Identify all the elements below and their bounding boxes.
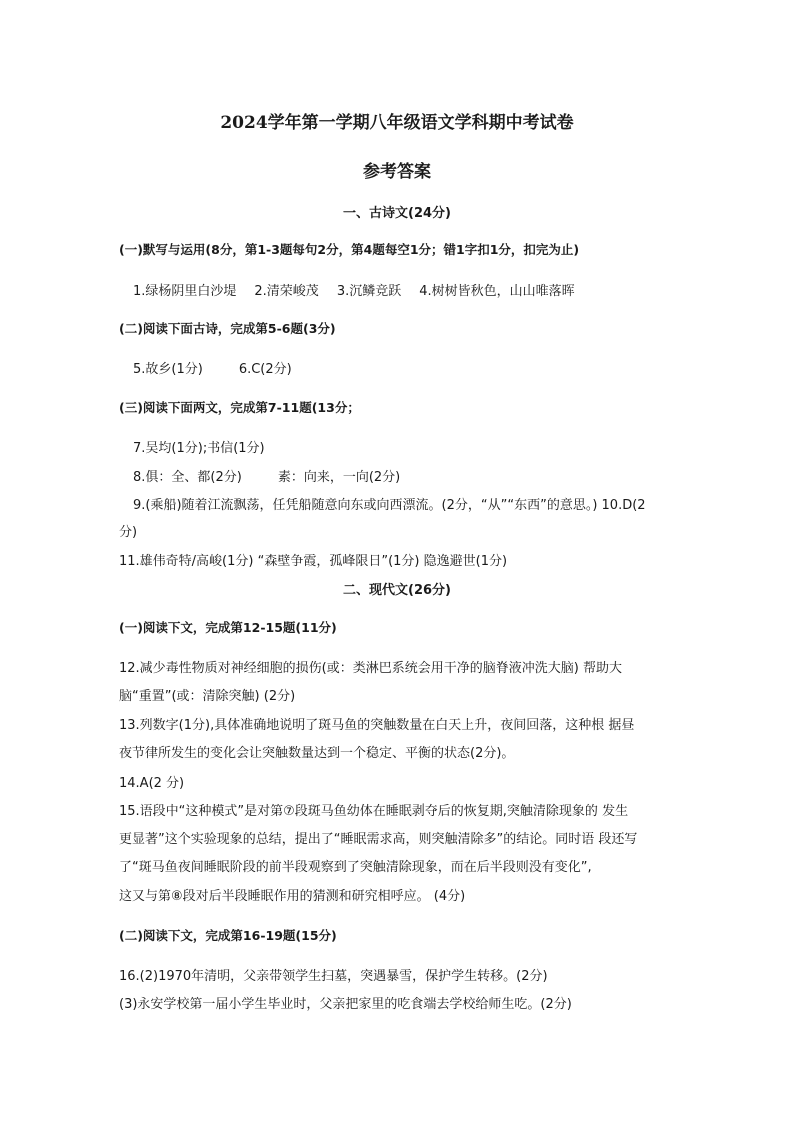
part-heading-text-two: (二)阅读下文，完成第16-19题(15分) xyxy=(119,928,337,943)
answer-6: 6.C(2分) xyxy=(238,362,292,377)
part-heading-two-texts: (三)阅读下面两文，完成第7-11题(13分； xyxy=(119,400,360,415)
answer-4: 4.树树皆秋色，山山唯落晖 xyxy=(419,284,575,299)
answer-15-line-4: 这又与第⑧段对后半段睡眠作用的猜测和研究相呼应。 (4分) xyxy=(119,889,466,904)
answer-line-1-4 xyxy=(133,280,575,299)
part-heading-dictation: (一)默写与运用(8分，第1-3题每句2分，第4题每空1分；错1字扣1分，扣完为止) xyxy=(119,242,580,257)
part-heading-poem: (二)阅读下面古诗，完成第5-6题(3分) xyxy=(119,321,336,336)
answer-15-line-2: 更显著”这个实验现象的总结，提出了“睡眠需求高，则突触清除多”的结论。同时语 段还写 xyxy=(119,832,638,847)
answer-5: 5.故乡(1分) xyxy=(133,362,203,377)
answer-2: 2.清荣峻茂 xyxy=(254,284,319,299)
page-title: 2024学年第一学期八年级语文学科期中考试卷 xyxy=(220,113,574,133)
answer-7: 7.吴均(1分);书信(1分) xyxy=(133,441,265,456)
answer-12-line-1: 12.减少毒性物质对神经细胞的损伤(或：类淋巴系统会用干净的脑脊液冲洗大脑) 帮助大 xyxy=(119,661,622,676)
section-heading-classical: 一、古诗文(24分) xyxy=(343,206,451,221)
answer-line-5-6 xyxy=(133,358,292,377)
answer-16-line-1: 16.(2)1970年清明，父亲带领学生扫墓，突遇暴雪，保护学生转移。(2分) xyxy=(119,969,548,984)
answer-12-line-2: 脑“重置”(或：清除突触) (2分) xyxy=(119,689,296,704)
answer-16-line-2: (3)永安学校第一届小学生毕业时，父亲把家里的吃食端去学校给师生吃。(2分) xyxy=(119,997,572,1012)
answer-9-line-2: 分) xyxy=(119,525,138,540)
answer-8-part-a: 8.俱：全、都(2分) xyxy=(133,470,242,485)
answer-13-line-2: 夜节律所发生的变化会让突触数量达到一个稳定、平衡的状态(2分)。 xyxy=(119,746,515,761)
section-heading-modern: 二、现代文(26分) xyxy=(343,583,451,598)
part-heading-text-one: (一)阅读下文，完成第12-15题(11分) xyxy=(119,620,337,635)
answer-8 xyxy=(133,466,400,485)
answer-1: 1.绿杨阴里白沙堤 xyxy=(133,284,237,299)
answer-3: 3.沉鳞竞跃 xyxy=(336,284,402,299)
answer-11: 11.雄伟奇特/高峻(1分) “森壁争霞，孤峰限日”(1分) 隐逸避世(1分) xyxy=(119,554,508,569)
answer-9-line-1: 9.(乘船)随着江流飘荡，任凭船随意向东或向西漂流。(2分，“从”“东西”的意思。) 10.D(2 xyxy=(133,498,646,513)
answer-13-line-1: 13.列数字(1分),具体准确地说明了斑马鱼的突触数量在白天上升，夜间回落，这种根 据昼 xyxy=(119,718,635,733)
answer-8-part-b: 素：向来，一向(2分) xyxy=(277,470,401,485)
answer-15-line-3: 了“斑马鱼夜间睡眠阶段的前半段观察到了突触清除现象，而在后半段则没有变化”, xyxy=(119,860,592,875)
page-subtitle: 参考答案 xyxy=(363,162,431,182)
answer-15-line-1: 15.语段中“这种模式”是对第⑦段斑马鱼幼体在睡眠剥夺后的恢复期,突触清除现象的 发生 xyxy=(119,804,629,819)
answer-14: 14.A(2 分) xyxy=(119,776,185,791)
